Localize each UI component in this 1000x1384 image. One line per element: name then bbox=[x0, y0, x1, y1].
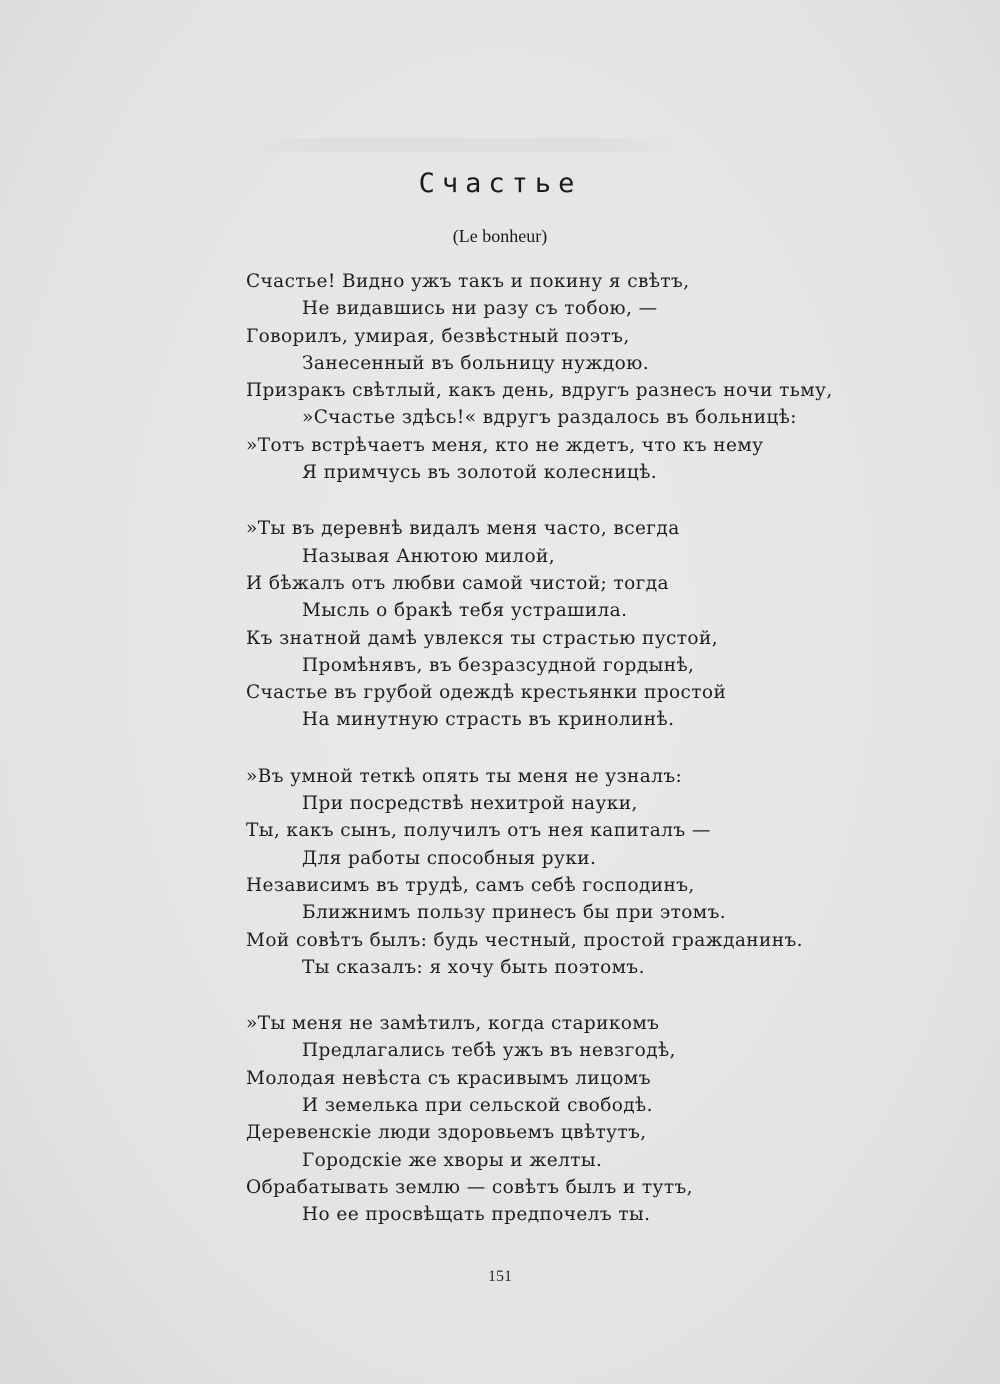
poem-line: Говорилъ, умирая, безвѣстный поэтъ, bbox=[246, 325, 630, 347]
poem-line: И земелька при сельской свободѣ. bbox=[302, 1095, 653, 1117]
poem-line: »Ты меня не замѣтилъ, когда старикомъ bbox=[246, 1013, 660, 1035]
poem-line: Къ знатной дамѣ увлекся ты страстью пустой, bbox=[246, 627, 718, 649]
poem-line: »Тотъ встрѣчаетъ меня, кто не ждетъ, что къ нему bbox=[246, 434, 764, 456]
show-through-mark bbox=[240, 138, 680, 152]
poem-line: Ближнимъ пользу принесъ бы при этомъ. bbox=[302, 902, 727, 924]
poem-line: Для работы способныя руки. bbox=[302, 847, 597, 869]
stanza bbox=[246, 515, 886, 733]
poem-line: Молодая невѣста съ красивымъ лицомъ bbox=[246, 1067, 651, 1089]
poem-line: Призракъ свѣтлый, какъ день, вдругъ разнесъ ночи тьму, bbox=[246, 380, 833, 402]
poem-line: При посредствѣ нехитрой науки, bbox=[302, 793, 638, 815]
poem-line: На минутную страсть въ кринолинѣ. bbox=[302, 709, 675, 731]
poem-line: Ты сказалъ: я хочу быть поэтомъ. bbox=[302, 956, 645, 978]
poem-line: Городскіе же хворы и желты. bbox=[302, 1149, 603, 1171]
stanza bbox=[246, 1010, 886, 1228]
poem-line: »Въ умной теткѣ опять ты меня не узналъ: bbox=[246, 765, 683, 787]
poem-line: Ты, какъ сынъ, получилъ отъ нея капиталъ — bbox=[246, 820, 711, 842]
poem-subtitle: (Le bonheur) bbox=[452, 226, 548, 246]
poem-line: »Ты въ деревнѣ видалъ меня часто, всегда bbox=[246, 518, 680, 540]
poem-line: Я примчусь въ золотой колесницѣ. bbox=[302, 462, 658, 484]
poem-line: Счастье! Видно ужъ такъ и покину я свѣтъ, bbox=[246, 271, 690, 292]
poem-body bbox=[246, 268, 886, 1258]
poem-line: И бѣжалъ отъ любви самой чистой; тогда bbox=[246, 572, 669, 594]
poem-line: Обрабатывать землю — совѣтъ былъ и тутъ, bbox=[246, 1176, 693, 1198]
poem-line: »Счастье здѣсь!« вдругъ раздалось въ больницѣ: bbox=[302, 407, 797, 429]
poem-line: Предлагались тебѣ ужъ въ невзгодѣ, bbox=[302, 1040, 676, 1062]
page-number: 151 bbox=[488, 1268, 512, 1285]
poem-line: Занесенный въ больницу нуждою. bbox=[302, 352, 649, 374]
stanza bbox=[246, 763, 886, 981]
poem-line: Называя Анютою милой, bbox=[302, 545, 556, 567]
poem-line: Мой совѣтъ былъ: будь честный, простой гражданинъ. bbox=[246, 929, 803, 951]
poem-line: Мысль о бракѣ тебя устрашила. bbox=[302, 600, 628, 622]
poem-title: Счастье bbox=[418, 168, 582, 199]
poem-line: Промѣнявъ, въ безразсудной гордынѣ, bbox=[302, 654, 695, 676]
stanza bbox=[246, 268, 886, 486]
poem-line: Но ее просвѣщать предпочелъ ты. bbox=[302, 1204, 651, 1226]
poem-line: Счастье въ грубой одеждѣ крестьянки простой bbox=[246, 682, 727, 704]
poem-line: Независимъ въ трудѣ, самъ себѣ господинъ, bbox=[246, 874, 695, 896]
poem-line: Деревенскіе люди здоровьемъ цвѣтутъ, bbox=[246, 1122, 647, 1144]
poem-line: Не видавшись ни разу съ тобою, — bbox=[302, 298, 658, 320]
